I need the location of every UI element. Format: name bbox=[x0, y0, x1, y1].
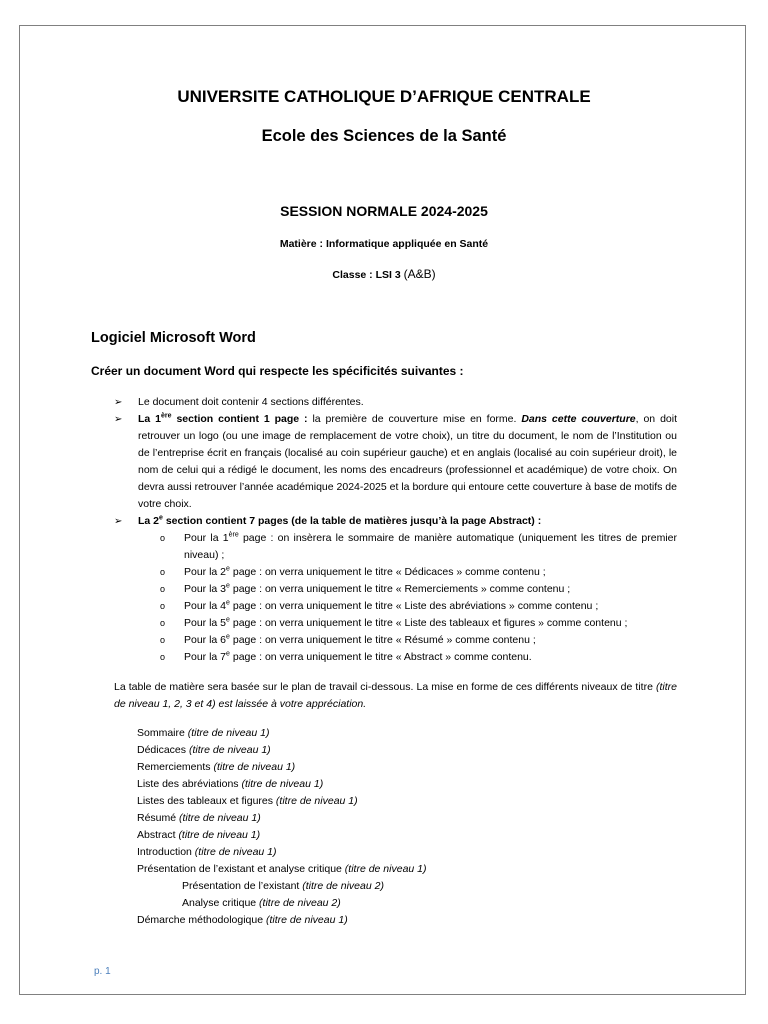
toc-level-note: (titre de niveau 1) bbox=[213, 761, 296, 773]
class-group: (A&B) bbox=[403, 267, 436, 281]
session-title: SESSION NORMALE 2024-2025 bbox=[280, 203, 488, 219]
toc-row bbox=[137, 844, 427, 861]
toc-level-note: (titre de niveau 1) bbox=[241, 778, 324, 790]
section2-sublist bbox=[114, 530, 677, 666]
arrow-bullet-icon: ➢ bbox=[114, 397, 123, 408]
sublist-sup: ère bbox=[228, 531, 239, 539]
toc-level-note: (titre de niveau 1) bbox=[266, 914, 348, 926]
sublist-sup: e bbox=[226, 650, 230, 658]
toc-level-note: (titre de niveau 2) bbox=[259, 897, 341, 909]
sublist-item bbox=[160, 598, 677, 615]
sublist-post: page : on verra uniquement le titre « Résumé » comme contenu ; bbox=[229, 634, 536, 646]
plan-paragraph bbox=[114, 679, 677, 713]
toc-level-note: (titre de niveau 1) bbox=[187, 727, 270, 739]
sublist-item bbox=[160, 632, 677, 649]
toc-label: Analyse critique bbox=[182, 897, 260, 909]
toc-level-note: (titre de niveau 2) bbox=[302, 880, 384, 892]
toc-row bbox=[137, 878, 427, 895]
plan-text: La table de matière sera basée sur le plan de travail ci-dessous. La mise en forme de ces différents niveaux de titre bbox=[114, 681, 656, 693]
section-title: Logiciel Microsoft Word bbox=[91, 330, 256, 346]
arrow-bullet-icon: ➢ bbox=[114, 516, 123, 527]
sublist-item bbox=[160, 581, 677, 598]
sublist-sup: e bbox=[226, 633, 230, 641]
requirements-list bbox=[114, 394, 677, 666]
sublist-post: page : on insèrera le sommaire de manière automatique (uniquement les titres de premier niveau) ; bbox=[184, 532, 677, 561]
requirement-item bbox=[114, 394, 677, 411]
toc-label: Introduction bbox=[137, 846, 195, 858]
sublist-pre: Pour la 4 bbox=[184, 600, 227, 612]
plan-emphasis: (titre de niveau 1, 2, 3 et 4) est laissée à votre appréciation. bbox=[114, 681, 677, 710]
toc-label: Abstract bbox=[137, 829, 179, 841]
page-number: p. 1 bbox=[94, 966, 111, 977]
requirement-item bbox=[114, 513, 677, 530]
sublist-post: page : on verra uniquement le titre « Remerciements » comme contenu ; bbox=[229, 583, 571, 595]
intro-text: Créer un document Word qui respecte les spécificités suivantes : bbox=[91, 364, 464, 378]
sublist-pre: Pour la 5 bbox=[184, 617, 227, 629]
sublist-sup: e bbox=[226, 582, 230, 590]
class-line bbox=[0, 267, 768, 281]
toc-level-note: (titre de niveau 1) bbox=[178, 829, 261, 841]
requirement-text: Le document doit contenir 4 sections différentes. bbox=[138, 396, 364, 408]
toc-label: Remerciements bbox=[137, 761, 214, 773]
class-label: Classe : LSI 3 bbox=[332, 269, 404, 281]
toc-row bbox=[137, 810, 427, 827]
toc-label: Présentation de l’existant et analyse critique bbox=[137, 863, 345, 875]
toc-row bbox=[137, 912, 427, 929]
sublist-item bbox=[160, 615, 677, 632]
toc-row bbox=[137, 725, 427, 742]
circle-bullet-icon: o bbox=[160, 601, 166, 611]
toc-row bbox=[137, 742, 427, 759]
toc-row bbox=[137, 895, 427, 912]
requirement-bold-rest: section contient 1 page : bbox=[171, 413, 308, 425]
arrow-bullet-icon: ➢ bbox=[114, 414, 123, 425]
sublist-post: page : on verra uniquement le titre « Liste des tableaux et figures » comme contenu ; bbox=[229, 617, 628, 629]
circle-bullet-icon: o bbox=[160, 635, 166, 645]
toc-row bbox=[137, 776, 427, 793]
circle-bullet-icon: o bbox=[160, 567, 166, 577]
requirement-text: , on doit retrouver un logo (ou une image de remplacement de votre choix), un titre du document, le nom de l’Institution ou de l’entreprise écrit en français (localisé au coin supérieur gauche) et en anglais (localisé au coin supérieur droit), le nom de celui qui a rédigé le document, les noms des encadreurs (professionnel et académique) de votre choix. On devra aussi retrouver l’année académique 2024-2025 et la bordure qui entoure cette couverture à base de motifs de votre choix. bbox=[138, 413, 677, 510]
requirement-bold-prefix: La 2 bbox=[138, 515, 160, 527]
toc-label: Résumé bbox=[137, 812, 180, 824]
sublist-pre: Pour la 1 bbox=[184, 532, 229, 544]
subject-line: Matière : Informatique appliquée en Santé bbox=[279, 238, 489, 250]
toc-level-note: (titre de niveau 1) bbox=[179, 812, 261, 824]
circle-bullet-icon: o bbox=[160, 618, 166, 628]
toc-row bbox=[137, 861, 427, 878]
school-title: Ecole des Sciences de la Santé bbox=[261, 127, 507, 145]
sublist-pre: Pour la 6 bbox=[184, 634, 227, 646]
university-title: UNIVERSITE CATHOLIQUE D’AFRIQUE CENTRALE bbox=[177, 87, 591, 106]
requirement-sup: e bbox=[159, 514, 163, 522]
toc-level-note: (titre de niveau 1) bbox=[344, 863, 427, 875]
requirement-bold-prefix: La 1 bbox=[138, 413, 162, 425]
toc-row bbox=[137, 827, 427, 844]
toc-label: Listes des tableaux et figures bbox=[137, 795, 276, 807]
requirement-emphasis: Dans cette couverture bbox=[521, 413, 636, 425]
sublist-pre: Pour la 7 bbox=[184, 651, 227, 663]
toc-level-note: (titre de niveau 1) bbox=[188, 744, 271, 756]
sublist-item bbox=[160, 564, 677, 581]
requirement-sup: ère bbox=[161, 412, 172, 420]
sublist-sup: e bbox=[226, 616, 230, 624]
toc-level-note: (titre de niveau 1) bbox=[275, 795, 358, 807]
toc-row bbox=[137, 759, 427, 776]
requirement-item bbox=[114, 411, 677, 513]
toc-row bbox=[137, 793, 427, 810]
toc-outline bbox=[137, 725, 427, 929]
circle-bullet-icon: o bbox=[160, 584, 166, 594]
toc-label: Démarche méthodologique bbox=[137, 914, 266, 926]
toc-label: Sommaire bbox=[137, 727, 188, 739]
toc-level-note: (titre de niveau 1) bbox=[194, 846, 277, 858]
sublist-item bbox=[160, 530, 677, 564]
sublist-pre: Pour la 2 bbox=[184, 566, 227, 578]
sublist-sup: e bbox=[226, 565, 230, 573]
sublist-post: page : on verra uniquement le titre « Dédicaces » comme contenu ; bbox=[229, 566, 546, 578]
sublist-pre: Pour la 3 bbox=[184, 583, 227, 595]
circle-bullet-icon: o bbox=[160, 652, 166, 662]
requirement-bold-rest: section contient 7 pages (de la table de matières jusqu’à la page Abstract) : bbox=[162, 515, 542, 527]
requirement-text: la première de couverture mise en forme. bbox=[307, 413, 522, 425]
sublist-post: page : on verra uniquement le titre « Liste des abréviations » comme contenu ; bbox=[229, 600, 599, 612]
sublist-item bbox=[160, 649, 677, 666]
toc-label: Présentation de l’existant bbox=[182, 880, 303, 892]
sublist-post: page : on verra uniquement le titre « Abstract » comme contenu. bbox=[229, 651, 532, 663]
circle-bullet-icon: o bbox=[160, 533, 166, 543]
toc-label: Liste des abréviations bbox=[137, 778, 242, 790]
sublist-sup: e bbox=[226, 599, 230, 607]
toc-label: Dédicaces bbox=[137, 744, 189, 756]
